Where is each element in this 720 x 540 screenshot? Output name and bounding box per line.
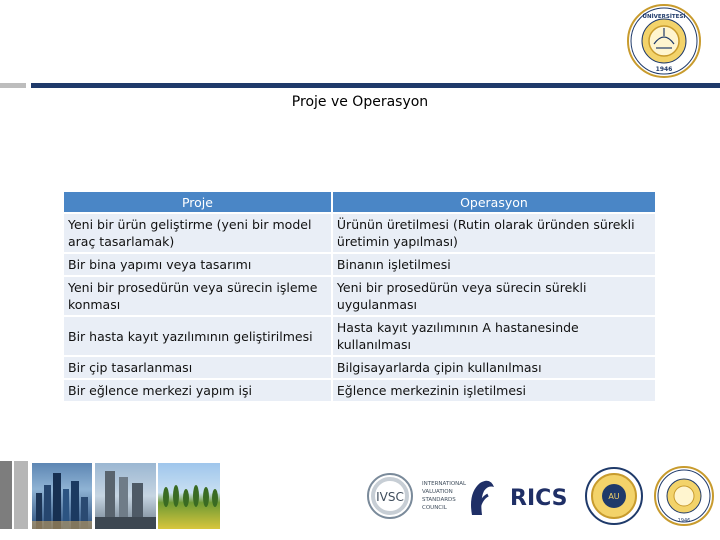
city-skyline-photo (32, 463, 92, 529)
table-cell-proje: Bir bina yapımı veya tasarımı (64, 254, 331, 275)
ankara-university-seal-small-icon (655, 467, 713, 525)
footer-banner (0, 461, 720, 540)
table-row (64, 254, 655, 275)
table-cell-operasyon: Binanın işletilmesi (333, 254, 655, 275)
table-cell-operasyon: Yeni bir prosedürün veya sürecin sürekli uygulanması (333, 277, 655, 315)
ankara-university-seal-icon (627, 4, 701, 78)
header-rule-accent (0, 83, 26, 88)
svg-text:RICS: RICS (510, 486, 568, 511)
svg-text:1946: 1946 (677, 518, 691, 524)
towers-photo (95, 463, 156, 529)
table-cell-proje: Bir hasta kayıt yazılımının geliştirilmesi (64, 317, 331, 355)
field-photo (158, 463, 220, 529)
comparison-table (62, 190, 657, 403)
table-cell-operasyon: Eğlence merkezinin işletilmesi (333, 380, 655, 401)
seal-icon (586, 468, 642, 524)
header-rule (31, 83, 720, 88)
table-row (64, 380, 655, 401)
svg-text:ÜNİVERSİTESİ: ÜNİVERSİTESİ (642, 14, 686, 20)
slide-title: Proje ve Operasyon (291, 94, 429, 110)
ivsc-logo (368, 474, 467, 518)
footer-accent-light (14, 461, 28, 529)
partner-logos (360, 463, 720, 529)
table-row (64, 317, 655, 355)
table-row (64, 357, 655, 378)
table-cell-operasyon: Ürünün üretilmesi (Rutin olarak üründen sürekli üretimin yapılması) (333, 214, 655, 252)
table-cell-operasyon: Hasta kayıt yazılımının A hastanesinde kullanılması (333, 317, 655, 355)
table-header-row (64, 192, 655, 212)
footer-accent-dark (0, 461, 12, 529)
table-cell-operasyon: Bilgisayarlarda çipin kullanılması (333, 357, 655, 378)
svg-text:STANDARDS: STANDARDS (422, 497, 456, 503)
table-row (64, 277, 655, 315)
table-cell-proje: Bir çip tasarlanması (64, 357, 331, 378)
svg-text:AU: AU (608, 492, 620, 501)
table-cell-proje: Bir eğlence merkezi yapım işi (64, 380, 331, 401)
svg-text:IVSC: IVSC (376, 490, 404, 504)
svg-text:INTERNATIONAL: INTERNATIONAL (422, 481, 467, 487)
svg-text:1946: 1946 (655, 66, 673, 73)
rics-logo (471, 481, 568, 515)
svg-text:COUNCIL: COUNCIL (422, 505, 447, 511)
column-header-proje: Proje (64, 192, 331, 212)
table-cell-proje: Yeni bir prosedürün veya sürecin işleme konması (64, 277, 331, 315)
table-row (64, 214, 655, 252)
column-header-operasyon: Operasyon (333, 192, 655, 212)
svg-text:VALUATION: VALUATION (422, 489, 453, 495)
table-cell-proje: Yeni bir ürün geliştirme (yeni bir model araç tasarlamak) (64, 214, 331, 252)
